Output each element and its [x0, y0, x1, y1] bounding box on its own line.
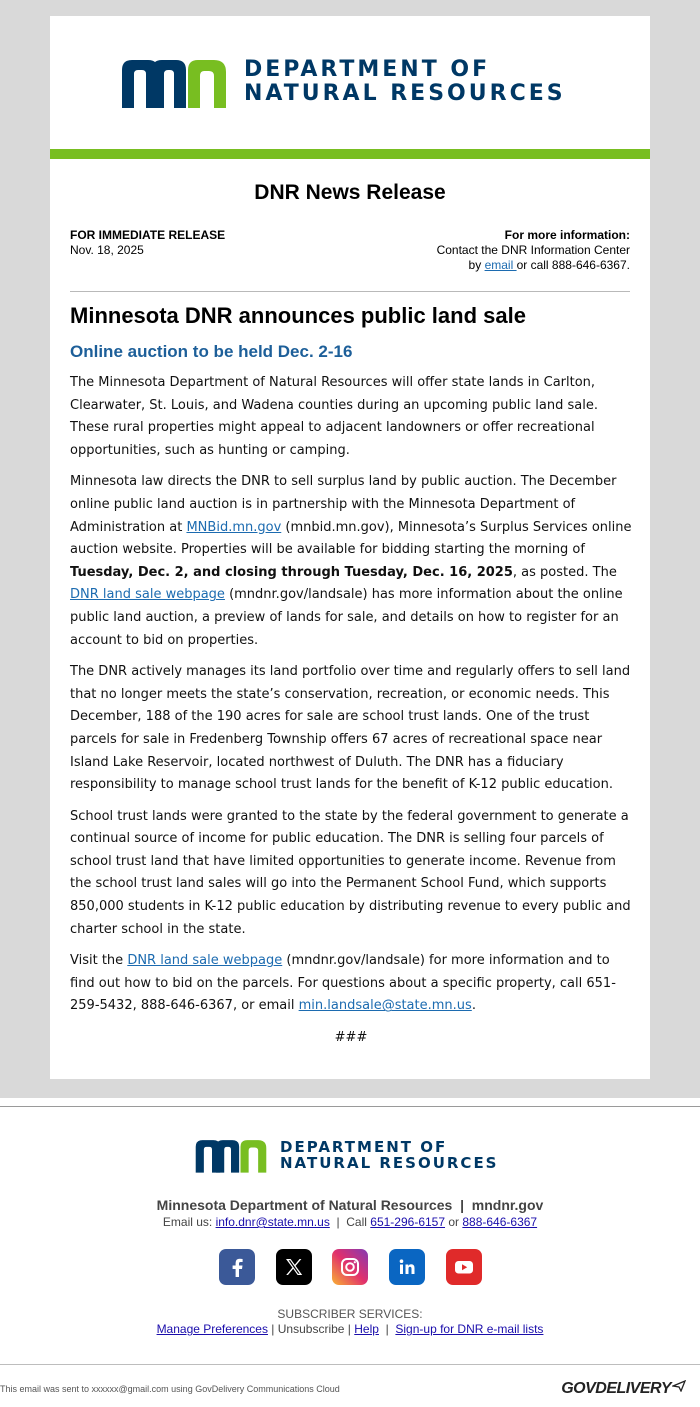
p2-text-a: Minnesota law directs the DNR to sell surplus land by public auction. The December online public land auction is in partnership with the Minnesota Department of Administration at [70, 474, 617, 535]
more-info-label: For more information: [504, 228, 630, 242]
p2-bold-dates: Tuesday, Dec. 2, and closing through Tuesday, Dec. 16, 2025 [70, 564, 513, 580]
footer-mn-logo-icon [192, 1136, 270, 1174]
article-body [70, 372, 632, 1050]
p2-text-c: , as posted. The [512, 564, 617, 580]
org-line: Minnesota Department of Natural Resources | mndnr.gov [156, 1197, 544, 1213]
end-marker: ### [334, 1030, 368, 1046]
p5-text-c: . [471, 998, 476, 1014]
subscriber-links [0, 1322, 700, 1336]
linkedin-icon[interactable] [389, 1249, 425, 1285]
logo-line-2: NATURAL RESOURCES [244, 81, 566, 106]
mn-logo-icon [118, 54, 230, 110]
footer-dnr-logo [192, 1136, 499, 1174]
headline: Minnesota DNR announces public land sale [70, 303, 526, 328]
email-link[interactable]: email [484, 258, 517, 272]
subheadline: Online auction to be held Dec. 2-16 [70, 342, 353, 361]
news-release-card [50, 16, 650, 1079]
paragraph-3: The DNR actively manages its land portfolio over time and regularly offers to sell land that no longer meets the state’s conservation, recreation, or economic needs. This December, 188 of the 190 acres for sale are school trust lands. One of the trust parcels for sale in Fredenberg Township offers 67 acres of recreational space near Island Lake Reservoir, located northwest of Duluth. The DNR has a fiduciary responsibility to manage school trust lands for the benefit of K-12 public education. [70, 664, 631, 793]
email-label: Email us: [162, 1215, 216, 1229]
dnr-logo [118, 54, 566, 110]
footer-logo-line-1: DEPARTMENT OF [280, 1137, 448, 1156]
unsubscribe-text[interactable]: | Unsubscribe | [267, 1322, 355, 1336]
help-link[interactable]: Help [354, 1322, 379, 1336]
subscriber-services-label: SUBSCRIBER SERVICES: [277, 1307, 423, 1321]
p5-text-b: (mndnr.gov/landsale) for more information and to find out how to bid on the parcels. For questions about a specific property, call 651-259-5432, 888-646-6367, or email [70, 953, 616, 1014]
contact-email-line [437, 258, 630, 273]
bottom-divider [0, 1364, 700, 1365]
footer-divider [0, 1106, 700, 1107]
footer-logo-line-2: NATURAL RESOURCES [280, 1154, 499, 1172]
youtube-icon[interactable] [446, 1249, 482, 1285]
p2-text-b: (mnbid.mn.gov), Minnesota’s Surplus Services online auction website. Properties will be available for bidding starting the morning of [70, 519, 632, 558]
landsale-email-link[interactable]: min.landsale@state.mn.us [298, 998, 472, 1014]
by-text: by [468, 258, 485, 272]
release-meta [70, 228, 225, 258]
immediate-release-label: FOR IMMEDIATE RELEASE [70, 228, 226, 242]
paragraph-1: The Minnesota Department of Natural Resources will offer state lands in Carlton, Clearwater, St. Louis, and Wadena counties during an upcoming public land sale. These rural properties might appeal to adjacent landowners or offer recreational opportunities, such as hunting or camping. [70, 375, 598, 458]
mnbid-link[interactable]: MNBid.mn.gov [186, 519, 282, 535]
logo-line-1: DEPARTMENT OF [244, 57, 491, 83]
p5-text-a: Visit the [70, 953, 128, 969]
or-text: or [445, 1215, 463, 1229]
x-icon[interactable] [276, 1249, 312, 1285]
contact-line-footer [0, 1215, 700, 1229]
call-label: | Call [329, 1215, 371, 1229]
govdelivery-logo [561, 1380, 686, 1398]
instagram-icon[interactable] [332, 1249, 368, 1285]
facebook-icon[interactable] [219, 1249, 255, 1285]
release-date: Nov. 18, 2025 [70, 243, 144, 257]
or-call-text: or call 888-646-6367. [516, 258, 630, 272]
phone-2-link[interactable]: 888-646-6367 [462, 1215, 538, 1229]
signup-link[interactable]: Sign-up for DNR e-mail lists [395, 1322, 544, 1336]
p2-text-d: (mndnr.gov/landsale) has more information about the online public land auction, a preview of lands for sale, and details on how to register for an account to bid on properties. [70, 587, 623, 648]
accent-bar [50, 149, 650, 159]
paper-plane-icon [672, 1380, 686, 1392]
contact-line: Contact the DNR Information Center [436, 243, 630, 257]
footer-email-link[interactable]: info.dnr@state.mn.us [215, 1215, 330, 1229]
paragraph-5 [70, 950, 632, 1018]
land-sale-link-2[interactable]: DNR land sale webpage [127, 953, 283, 969]
sent-notice: This email was sent to xxxxxx@gmail.com using GovDelivery Communications Cloud [0, 1384, 340, 1394]
paragraph-4: School trust lands were granted to the state by the federal government to generate a continual source of income for public education. The DNR is selling four parcels of school trust land that have limited opportunities to generate income. Revenue from the school trust land sales will go into the Permanent School Fund, which supports 850,000 students in K-12 public education by distributing revenue to every public and charter school in the state. [70, 808, 631, 937]
phone-1-link[interactable]: 651-296-6157 [370, 1215, 446, 1229]
govdelivery-text: GOVDELIVERY [561, 1380, 671, 1397]
more-info-block [437, 228, 630, 273]
paragraph-2 [70, 471, 632, 652]
divider [70, 291, 630, 292]
land-sale-link[interactable]: DNR land sale webpage [70, 587, 225, 603]
release-title: DNR News Release [254, 181, 446, 204]
manage-preferences-link[interactable]: Manage Preferences [156, 1322, 268, 1336]
separator: | [378, 1322, 396, 1336]
